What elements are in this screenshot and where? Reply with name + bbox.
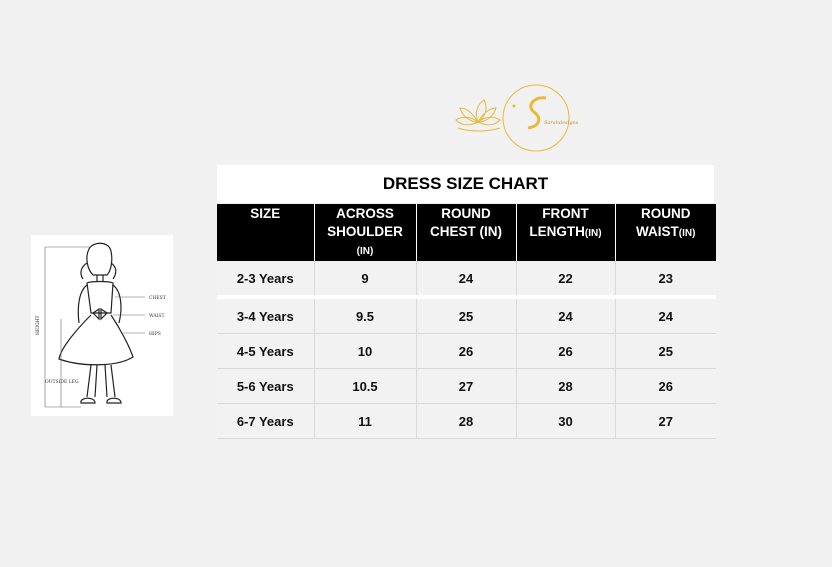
- table-row: [217, 297, 716, 334]
- cell-chest: 26: [416, 334, 516, 369]
- cell-waist: 25: [615, 334, 716, 369]
- header-size: SIZE: [217, 204, 314, 261]
- table-row: [217, 261, 716, 297]
- size-chart-table: [217, 204, 716, 439]
- svg-text:HEIGHT: HEIGHT: [36, 315, 41, 335]
- cell-chest: 27: [416, 369, 516, 404]
- svg-text:CHEST: CHEST: [149, 296, 166, 301]
- table-row: [217, 404, 716, 439]
- svg-text:WAIST: WAIST: [149, 314, 165, 319]
- table-row: [217, 369, 716, 404]
- cell-chest: 28: [416, 404, 516, 439]
- cell-length: 24: [516, 297, 615, 334]
- cell-waist: 26: [615, 369, 716, 404]
- cell-size: 2-3 Years: [217, 261, 314, 297]
- cell-chest: 24: [416, 261, 516, 297]
- cell-size: 6-7 Years: [217, 404, 314, 439]
- cell-size: 3-4 Years: [217, 297, 314, 334]
- cell-shoulder: 9.5: [314, 297, 416, 334]
- cell-shoulder: 10: [314, 334, 416, 369]
- header-across-shoulder: ACROSS SHOULDER (IN): [314, 204, 416, 261]
- cell-shoulder: 10.5: [314, 369, 416, 404]
- cell-shoulder: 9: [314, 261, 416, 297]
- svg-text:Sarahdesigns: Sarahdesigns: [544, 120, 579, 126]
- header-front-length: FRONT LENGTH(IN): [516, 204, 615, 261]
- chart-title-text: DRESS SIZE CHART: [382, 174, 549, 193]
- table-row: [217, 334, 716, 369]
- header-round-chest: ROUND CHEST (IN): [416, 204, 516, 261]
- table-header-row: [217, 204, 716, 261]
- cell-length: 28: [516, 369, 615, 404]
- cell-size: 4-5 Years: [217, 334, 314, 369]
- chart-title: [217, 165, 714, 203]
- svg-text:OUTSIDE LEG: OUTSIDE LEG: [45, 380, 79, 385]
- header-round-waist: ROUND WAIST(IN): [615, 204, 716, 261]
- measurement-illustration: [31, 235, 173, 416]
- cell-length: 30: [516, 404, 615, 439]
- brand-logo: [448, 82, 588, 152]
- svg-text:HIPS: HIPS: [149, 332, 161, 337]
- cell-shoulder: 11: [314, 404, 416, 439]
- cell-waist: 27: [615, 404, 716, 439]
- cell-size: 5-6 Years: [217, 369, 314, 404]
- cell-waist: 24: [615, 297, 716, 334]
- cell-chest: 25: [416, 297, 516, 334]
- cell-waist: 23: [615, 261, 716, 297]
- cell-length: 26: [516, 334, 615, 369]
- cell-length: 22: [516, 261, 615, 297]
